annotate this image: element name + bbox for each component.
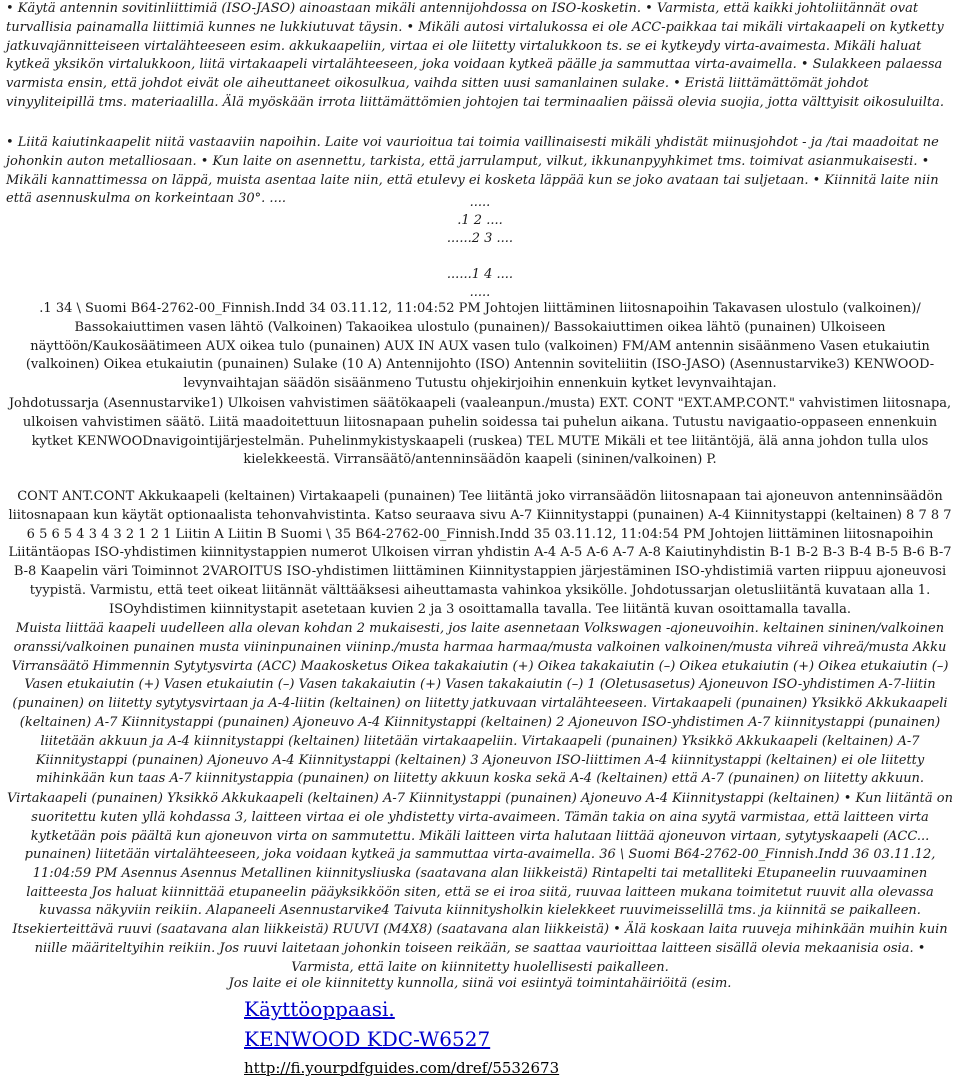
- model-link[interactable]: KENWOOD KDC-W6527: [244, 1027, 491, 1051]
- dots-line-4: ......1 4 ....: [446, 267, 514, 282]
- paragraph-power-cable: Virtakaapeli (punainen) Yksikkö Akkukaapeli (keltainen) A-7 Kiinnitystappi (punainen) Ajoneuvo A-4 Kiinnitystappi (keltainen) • Kun liitäntä on suoritettu kuten yllä kohdassa 3, laitteen virtaa ei ole yhdistetty virta-avaimeen. Tämän takia on aina syytä varmistaa, että laitteen virta kytketään pois päältä kun ajoneuvon virta on sammutettu. Mikäli laitteen virta halutaan liittää ajoneuvon virtaan, sytytyskaapeli (ACC...: [7, 791, 953, 844]
- dots-line-3: ......2 3 ....: [446, 231, 514, 246]
- paragraph-installation-notes: • Käytä antennin sovitinliittimiä (ISO-JASO) ainoastaan mikäli antennijohdossa on ISO-kosketin. • Varmista, että kaikki johtoliitännät ovat turvallisia painamalla liittimiä kunnes ne lukkiutuvat täysin. • Mikäli autosi virtalukossa ei ole ACC-paikkaa tai mikäli virtakaapeli on kytketty jatkuvajännitteiseen virtalähteeseen esim. akkukaapeliin, virtaa ei ole liitetty virtalukkoon ts. se ei kytkeydy virta-avaimesta. Mikäli haluat kytkeä yksikön virtalukkoon, liitä virtakaapeli virtalähteeseen, joka voidaan kytkeä päälle ja sammuttaa virta-avaimella. • Sulakkeen palaessa varmista ensin, että johdot eivät ole aiheuttaneet oikosulkua, vaihda sitten uusi samanlainen sulake. • Eristä liittämättömät johdot vinyyliteipillä tms. materiaalilla. Älä myöskään irrota liittämättömien johtojen tai terminaalien päissä olevia suojia, jotta välttyisit oikosuluilta.: [6, 1, 944, 110]
- dots-line-1: .....: [469, 195, 491, 210]
- paragraph-wiring-harness: Johdotussarja (Asennustarvike1) Ulkoisen vahvistimen säätökaapeli (vaaleanpun./musta) EXT. CONT "EXT.AMP.CONT." vahvistimen liitosnapa, ulkoisen vahvistimen säätö. Liitä maadoitettuun liitosnapaan puhelin soidessa tai puhelun aikana. Tutustu navigaatio-oppaseen ennenkuin kytket KENWOODnavigointijärjestelmän. Puhelinmykistyskaapeli (ruskea) TEL MUTE Mikäli et tee liitäntöjä, älä anna johdon tulla ulos kielekkeestä. Virransäätö/antenninsäädön kaapeli (sininen/valkoinen) P.: [8, 396, 952, 468]
- dots-line-2: .1 2 ....: [457, 213, 503, 228]
- dots-line-5: .....: [469, 285, 491, 300]
- paragraph-mounting: punainen) liitetään virtalähteeseen, joka voidaan kytkeä ja sammuttaa virta-avaimella. 36 \ Suomi B64-2762-00_Finnish.Indd 36 03.11.12, 11:04:59 PM Asennus Asennus Metallinen kiinnitysliuska (saatavana alan liikkeistä) Rintapelti tai metalliteki Etupaneelin ruuvaaminen laitteesta Jos haluat kiinnittää etupaneelin pääyksikköön siten, että se ei iroa siitä, ruuvaa laitteen mukana toimitetut ruuvit alla olevassa kuvassa näkyviin reikiin. Alapaneeli Asennustarvike4 Taivuta kiinnitysholkin kielekkeet ruuvimeisselillä tms. ja kiinnitä se paikalleen. Itsekierteittävä ruuvi (saatavana alan liikkeistä) RUUVI (M4X8) (saatavana alan liikkeistä) • Älä koskaan laita ruuveja mihinkään muihin kuin niille määriteltyihin reikiin. Jos ruuvi laitetaan johonkin toiseen reikään, se saattaa vaurioittaa laitteen sisällä olevia mekaanisia osia. • Varmista, että laite on kiinnitetty huolellisesti paikalleen.: [12, 847, 948, 975]
- closing-note: Jos laite ei ole kiinnitetty kunnolla, siinä voi esiintyä toimintahäiriöitä (esim.: [228, 976, 732, 991]
- paragraph-speaker-notes: • Liitä kaiutinkaapelit niitä vastaaviin napoihin. Laite voi vaurioitua tai toimia vaillinaisesti mikäli yhdistät miinusjohdot - ja /tai maadoitat ne johonkin auton metalliosaan. • Kun laite on asennettu, tarkista, että jarrulamput, vilkut, ikkunanpyyhkimet tms. toimivat asianmukaisesti. • Mikäli kannattimessa on läppä, muista asentaa laite niin, että etulevy ei kosketa läppää kun se joko avataan tai suljetaan. • Kiinnitä laite niin että asennuskulma on korkeintaan 30°. ....: [6, 135, 939, 207]
- paragraph-cable-colors: Muista liittää kaapeli uudelleen alla olevan kohdan 2 mukaisesti, jos laite asennetaan Volkswagen -ajoneuvoihin. keltainen sininen/valkoinen oranssi/valkoinen punainen musta viininpunainen viininp./musta harmaa harmaa/musta valkoinen valkoinen/musta vihreä vihreä/musta Akku Virransäätö Himmennin Sytytysvirta (ACC) Maakosketus Oikea takakaiutin (+) Oikea takakaiutin (–) Oikea etukaiutin (+) Oikea etukaiutin (–) Vasen etukaiutin (+) Vasen etukaiutin (–) Vasen takakaiutin (+) Vasen takakaiutin (–) 1 (Oletusasetus) Ajoneuvon ISO-yhdistimen A-7-liitin (punainen) on liitetty sytytysvirtaan ja A-4-liitin (keltainen) on liitetty jatkuvaan virtalähteeseen. Virtakaapeli (punainen) Yksikkö Akkukaapeli (keltainen) A-7 Kiinnitystappi (punainen) Ajoneuvo A-4 Kiinnitystappi (keltainen) 2 Ajoneuvon ISO-yhdistimen A-7 kiinnitystappi (punainen) liitetään akkuun ja A-4 kiinnitystappi (keltainen) liitetään virtakaapeliin. Virtakaapeli (punainen) Yksikkö Akkukaapeli (keltainen) A-7 Kiinnitystappi (punainen) Ajoneuvo A-4 Kiinnitystappi (keltainen) 3 Ajoneuvon ISO-liittimen A-4 kiinnitystappi (keltainen) ei ole liitetty mihinkään kun taas A-7 kiinnitystappia (punainen) on liitetty akkuun koska sekä A-4 (keltainen) että A-7 (punainen) on liitetty akkuun.: [11, 621, 949, 787]
- manual-link[interactable]: Käyttöoppaasi.: [244, 997, 395, 1021]
- paragraph-iso-connector: CONT ANT.CONT Akkukaapeli (keltainen) Virtakaapeli (punainen) Tee liitäntä joko virransäädön liitosnapaan tai ajoneuvon antenninsäädön liitosnapaan kun käytät optionaalista tehonvahvistinta. Katso seuraava sivu A-7 Kiinnitystappi (punainen) A-4 Kiinnitystappi (keltainen) 8 7 8 7 6 5 6 5 4 3 4 3 2 1 2 1 Liitin A Liitin B Suomi \ 35 B64-2762-00_Finnish.Indd 35 03.11.12, 11:04:54 PM Johtojen liittäminen liitosnapoihin Liitäntäopas ISO-yhdistimen kiinnitystappien numerot Ulkoisen virran yhdistin A-4 A-5 A-6 A-7 A-8 Kaiutinyhdistin B-1 B-2 B-3 B-4 B-5 B-6 B-7 B-8 Kaapelin väri Toiminnot 2VAROITUS ISO-yhdistimen liittäminen Kiinnitystappien järjestäminen ISO-yhdistimiä varten riippuu ajoneuvosi tyypistä. Varmistu, että teet oikeat liitännät välttääksesi aiheuttamasta vahinkoa yksikölle. Johdotussarjan oletusliitäntä kuvataan alla 1. ISOyhdistimen kiinnitystapit asetetaan kuvien 2 ja 3 osoittamalla tavalla. Tee liitäntä kuvan osoittamalla tavalla.: [8, 489, 952, 617]
- paragraph-wiring-terminals: .1 34 \ Suomi B64-2762-00_Finnish.Indd 34 03.11.12, 11:04:52 PM Johtojen liittäminen liitosnapoihin Takavasen ulostulo (valkoinen)/ Bassokaiuttimen vasen lähtö (Valkoinen) Takaoikea ulostulo (punainen)/ Bassokaiuttimen oikea lähtö (punainen) Ulkoiseen näyttöön/Kaukosäätimeen AUX oikea tulo (punainen) AUX IN AUX vasen tulo (valkoinen) FM/AM antennin sisäänmeno Vasen etukaiutin (valkoinen) Oikea etukaiutin (punainen) Sulake (10 A) Antennijohto (ISO) Antennin soviteliitin (ISO-JASO) (Asennustarvike3) KENWOOD-levynvaihtajan säädön sisäänmeno Tutustu ohjekirjoihin ennenkuin kytket levynvaihtajan.: [25, 301, 935, 392]
- url-link[interactable]: http://fi.yourpdfguides.com/dref/5532673: [244, 1059, 560, 1077]
